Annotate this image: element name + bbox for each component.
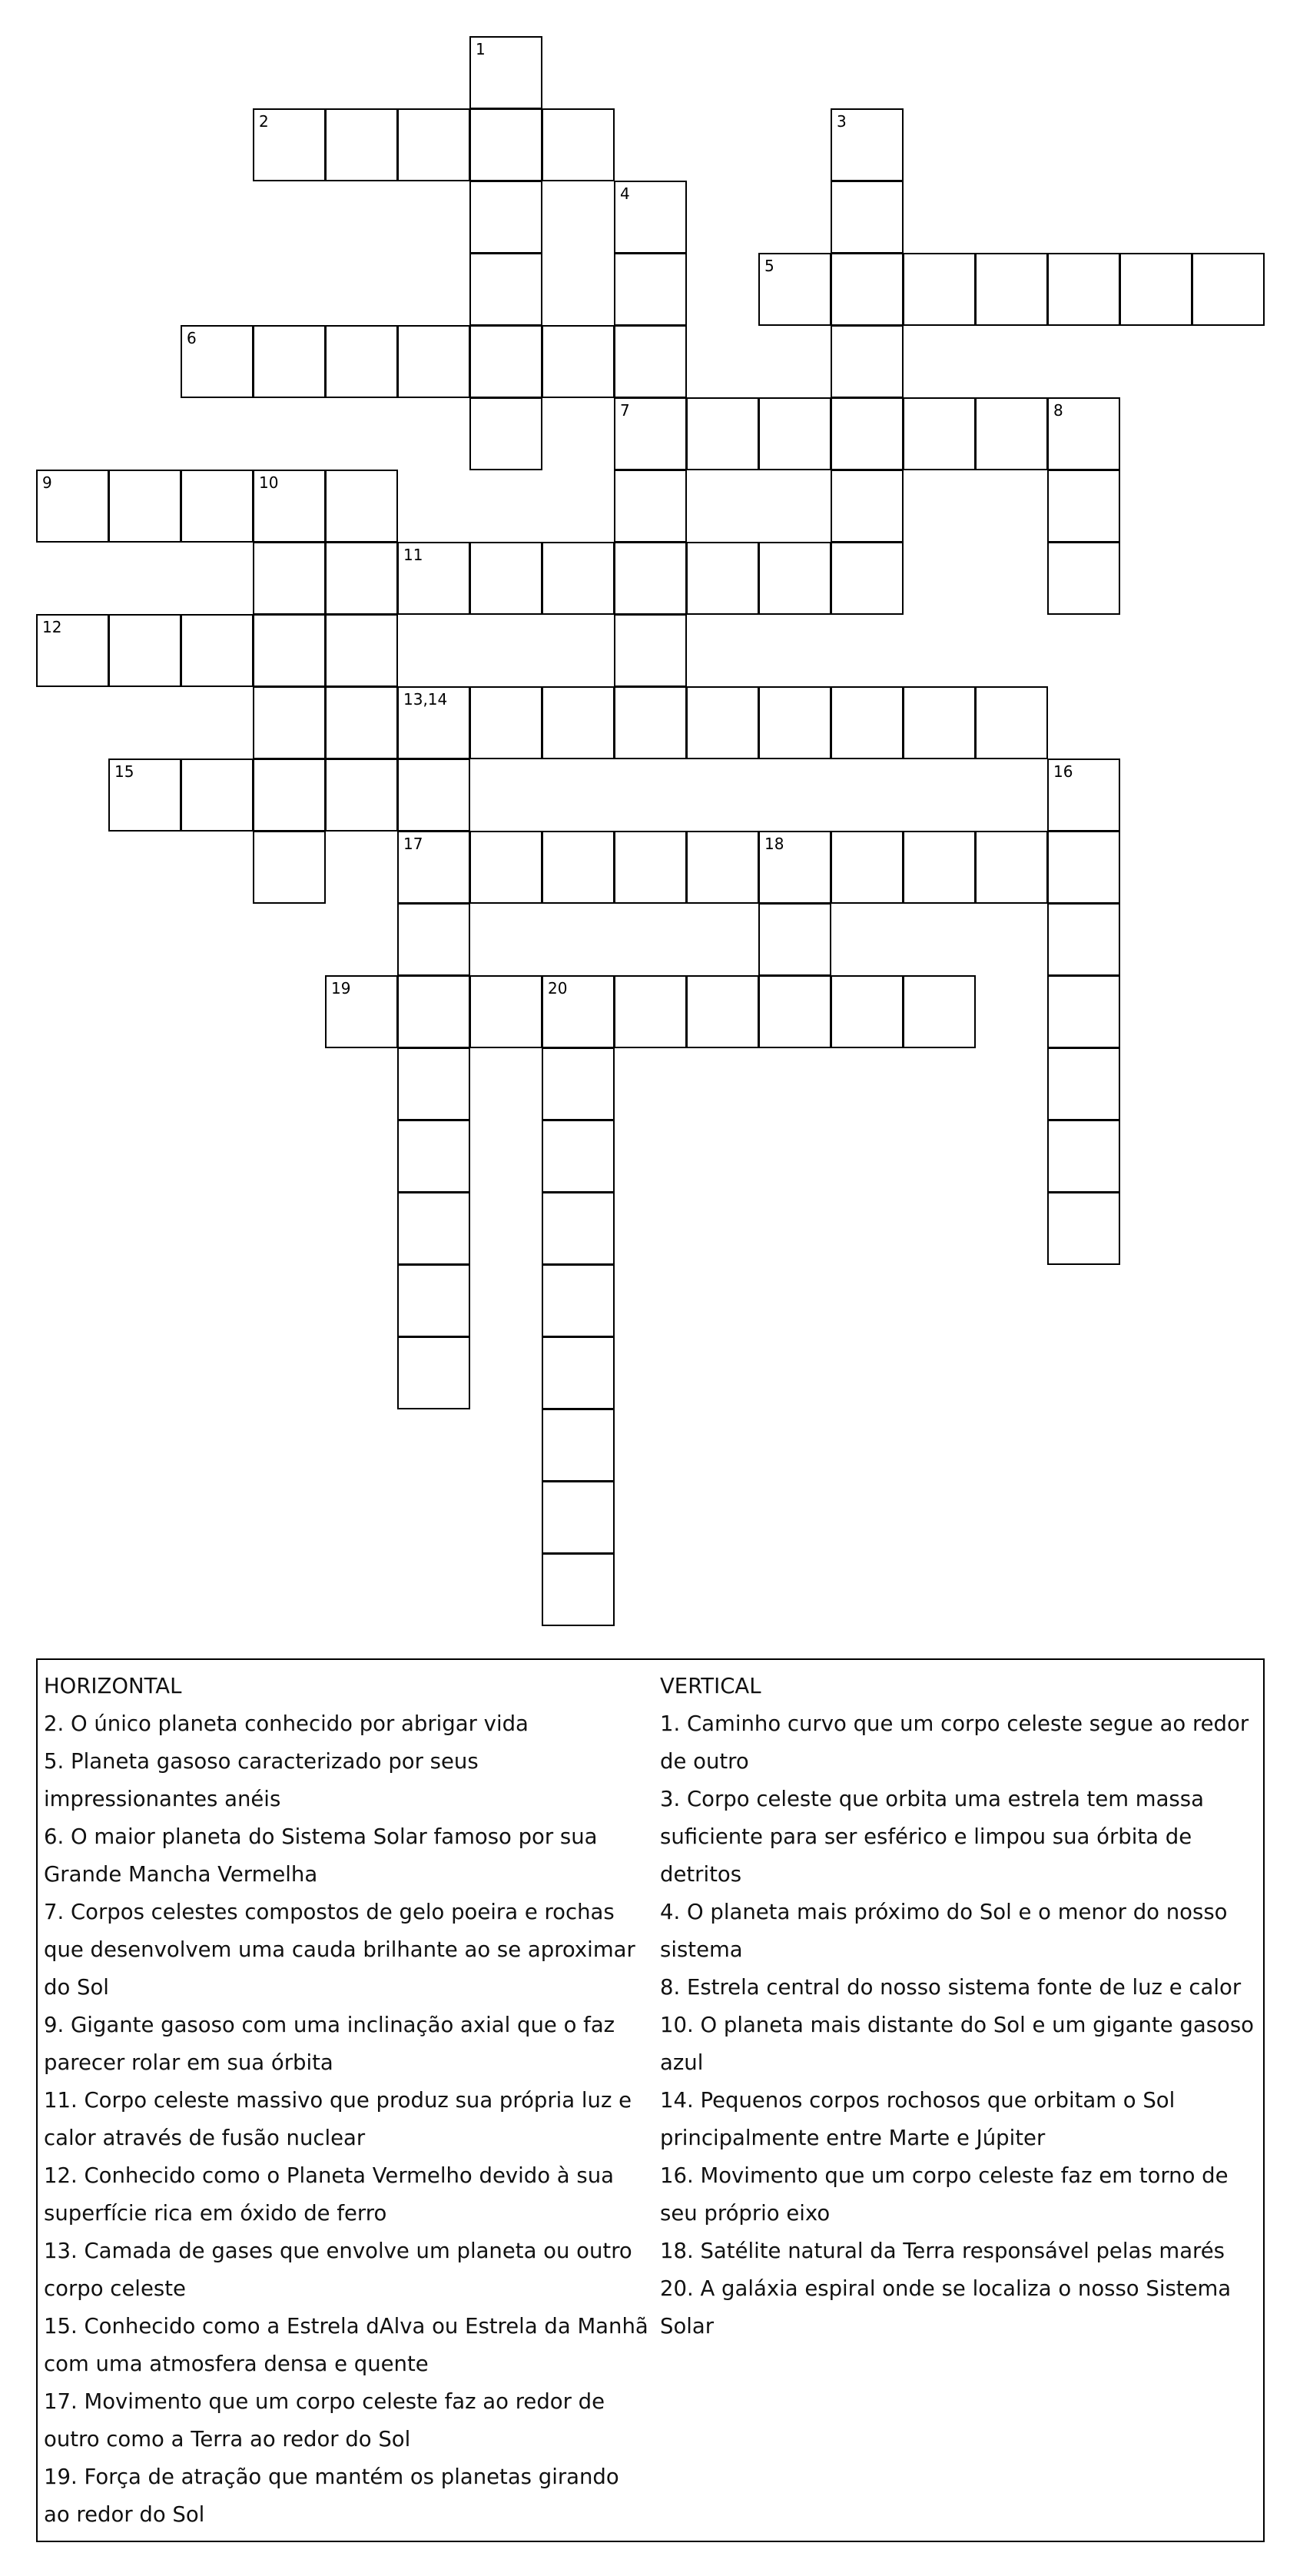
clue-number: 8	[1053, 401, 1063, 420]
clue-horizontal-12: 12. Conhecido como o Planeta Vermelho devido à sua superfície rica em óxido de ferro	[44, 2163, 615, 2226]
grid-cell[interactable]	[108, 614, 181, 687]
clue-number: 17	[403, 835, 423, 853]
clue-number: 18	[764, 835, 784, 853]
vertical-heading: VERTICAL	[660, 1674, 761, 1698]
grid-cell[interactable]	[469, 397, 542, 470]
grid-cell[interactable]	[325, 108, 398, 181]
grid-cell[interactable]	[253, 470, 326, 543]
grid-cell[interactable]	[397, 903, 470, 976]
grid-cell[interactable]	[325, 614, 398, 687]
grid-cell[interactable]	[903, 686, 976, 759]
grid-cell[interactable]	[469, 36, 542, 109]
clue-number: 2	[259, 112, 269, 131]
grid-cell[interactable]	[542, 1409, 615, 1482]
clue-vertical-3: 3. Corpo celeste que orbita uma estrela tem massa suficiente para ser esférico e limpou sua órbita de detritos	[660, 1787, 1204, 1887]
grid-cell[interactable]	[1047, 253, 1120, 326]
grid-cell[interactable]	[469, 325, 542, 398]
grid-cell[interactable]	[1047, 397, 1120, 470]
grid-cell[interactable]	[975, 253, 1048, 326]
clue-horizontal-15: 15. Conhecido como a Estrela dAlva ou Estrela da Manhã com uma atmosfera densa e quente	[44, 2314, 648, 2376]
grid-cell[interactable]	[758, 903, 831, 976]
grid-cell[interactable]	[36, 614, 109, 687]
grid-cell[interactable]	[253, 542, 326, 615]
clue-number: 12	[42, 618, 62, 636]
grid-cell[interactable]	[686, 542, 759, 615]
grid-cell[interactable]	[542, 1336, 615, 1409]
clue-horizontal-7: 7. Corpos celestes compostos de gelo poeira e rochas que desenvolvem uma cauda brilhante ao se aproximar do Sol	[44, 1900, 635, 2000]
grid-cell[interactable]	[542, 975, 615, 1048]
grid-cell[interactable]	[831, 470, 904, 543]
clue-horizontal-5: 5. Planeta gasoso caracterizado por seus impressionantes anéis	[44, 1749, 479, 1811]
grid-cell[interactable]	[469, 831, 542, 904]
grid-cell[interactable]	[397, 1120, 470, 1193]
grid-cell[interactable]	[253, 325, 326, 398]
grid-cell[interactable]	[542, 1192, 615, 1265]
clue-vertical-4: 4. O planeta mais próximo do Sol e o menor do nosso sistema	[660, 1900, 1228, 1962]
grid-cell[interactable]	[469, 975, 542, 1048]
grid-cell[interactable]	[542, 325, 615, 398]
grid-cell[interactable]	[108, 470, 181, 543]
clue-horizontal-6: 6. O maior planeta do Sistema Solar famoso por sua Grande Mancha Vermelha	[44, 1824, 598, 1887]
grid-cell[interactable]	[831, 325, 904, 398]
grid-cell[interactable]	[1047, 1120, 1120, 1193]
grid-cell[interactable]	[181, 614, 254, 687]
grid-cell[interactable]	[469, 686, 542, 759]
grid-cell[interactable]	[397, 1264, 470, 1337]
grid-cell[interactable]	[614, 831, 687, 904]
horizontal-heading: HORIZONTAL	[44, 1674, 182, 1698]
grid-cell[interactable]	[397, 1336, 470, 1409]
grid-cell[interactable]	[831, 542, 904, 615]
grid-cell[interactable]	[181, 470, 254, 543]
grid-cell[interactable]	[542, 1481, 615, 1554]
grid-cell[interactable]	[614, 614, 687, 687]
grid-cell[interactable]	[253, 831, 326, 904]
grid-cell[interactable]	[542, 1553, 615, 1626]
clue-number: 16	[1053, 762, 1073, 781]
grid-cell[interactable]	[903, 831, 976, 904]
clue-number: 5	[764, 257, 774, 275]
grid-cell[interactable]	[831, 686, 904, 759]
grid-cell[interactable]	[253, 759, 326, 832]
clue-horizontal-11: 11. Corpo celeste massivo que produz sua própria luz e calor através de fusão nuclear	[44, 2088, 632, 2150]
grid-cell[interactable]	[614, 470, 687, 543]
grid-cell[interactable]	[181, 325, 254, 398]
clue-number: 11	[403, 546, 423, 564]
grid-cell[interactable]	[758, 397, 831, 470]
grid-cell[interactable]	[614, 325, 687, 398]
grid-cell[interactable]	[686, 831, 759, 904]
grid-cell[interactable]	[831, 975, 904, 1048]
grid-cell[interactable]	[397, 325, 470, 398]
grid-cell[interactable]	[397, 686, 470, 759]
grid-cell[interactable]	[758, 975, 831, 1048]
vertical-clues-column	[660, 1668, 1259, 2345]
grid-cell[interactable]	[1047, 470, 1120, 543]
grid-cell[interactable]	[469, 108, 542, 181]
grid-cell[interactable]	[1192, 253, 1265, 326]
grid-cell[interactable]	[469, 181, 542, 254]
clue-vertical-10: 10. O planeta mais distante do Sol e um gigante gasoso azul	[660, 2013, 1255, 2075]
grid-cell[interactable]	[253, 108, 326, 181]
grid-cell[interactable]	[758, 686, 831, 759]
grid-cell[interactable]	[614, 542, 687, 615]
grid-cell[interactable]	[758, 831, 831, 904]
clue-number: 4	[620, 184, 630, 203]
grid-cell[interactable]	[542, 108, 615, 181]
grid-cell[interactable]	[1047, 1192, 1120, 1265]
grid-cell[interactable]	[397, 1192, 470, 1265]
grid-cell[interactable]	[614, 253, 687, 326]
grid-cell[interactable]	[758, 253, 831, 326]
grid-cell[interactable]	[686, 975, 759, 1048]
grid-cell[interactable]	[542, 1120, 615, 1193]
grid-cell[interactable]	[1047, 759, 1120, 832]
clue-vertical-1: 1. Caminho curvo que um corpo celeste segue ao redor de outro	[660, 1711, 1249, 1774]
grid-cell[interactable]	[614, 181, 687, 254]
clue-horizontal-13: 13. Camada de gases que envolve um planeta ou outro corpo celeste	[44, 2239, 632, 2301]
clue-number: 10	[259, 473, 279, 492]
grid-cell[interactable]	[542, 686, 615, 759]
grid-cell[interactable]	[397, 975, 470, 1048]
grid-cell[interactable]	[614, 686, 687, 759]
grid-cell[interactable]	[542, 542, 615, 615]
clue-number: 15	[114, 762, 134, 781]
grid-cell[interactable]	[758, 542, 831, 615]
grid-cell[interactable]	[1047, 831, 1120, 904]
clue-horizontal-19: 19. Força de atração que mantém os planetas girando ao redor do Sol	[44, 2465, 619, 2527]
grid-cell[interactable]	[831, 181, 904, 254]
grid-cell[interactable]	[1119, 253, 1192, 326]
clue-number: 1	[476, 40, 486, 58]
horizontal-clues-column	[44, 1668, 651, 2534]
clue-horizontal-9: 9. Gigante gasoso com uma inclinação axial que o faz parecer rolar em sua órbita	[44, 2013, 615, 2075]
grid-cell[interactable]	[542, 1264, 615, 1337]
clue-vertical-18: 18. Satélite natural da Terra responsável pelas marés	[660, 2239, 1225, 2263]
grid-cell[interactable]	[831, 397, 904, 470]
grid-cell[interactable]	[903, 975, 976, 1048]
grid-cell[interactable]	[542, 1047, 615, 1120]
grid-cell[interactable]	[614, 397, 687, 470]
grid-cell[interactable]	[469, 542, 542, 615]
grid-cell[interactable]	[325, 759, 398, 832]
clue-horizontal-17: 17. Movimento que um corpo celeste faz ao redor de outro como a Terra ao redor do Sol	[44, 2389, 605, 2452]
clue-vertical-16: 16. Movimento que um corpo celeste faz em torno de seu próprio eixo	[660, 2163, 1229, 2226]
clue-number: 3	[837, 112, 847, 131]
grid-cell[interactable]	[1047, 1047, 1120, 1120]
grid-cell[interactable]	[397, 542, 470, 615]
grid-cell[interactable]	[325, 686, 398, 759]
grid-cell[interactable]	[1047, 903, 1120, 976]
clue-number: 19	[331, 979, 351, 998]
grid-cell[interactable]	[36, 470, 109, 543]
grid-cell[interactable]	[903, 253, 976, 326]
grid-cell[interactable]	[253, 686, 326, 759]
grid-cell[interactable]	[325, 325, 398, 398]
grid-cell[interactable]	[469, 253, 542, 326]
grid-cell[interactable]	[831, 108, 904, 181]
grid-cell[interactable]	[397, 831, 470, 904]
grid-cell[interactable]	[1047, 542, 1120, 615]
grid-cell[interactable]	[614, 975, 687, 1048]
grid-cell[interactable]	[903, 397, 976, 470]
grid-cell[interactable]	[686, 686, 759, 759]
clue-vertical-14: 14. Pequenos corpos rochosos que orbitam o Sol principalmente entre Marte e Júpiter	[660, 2088, 1176, 2150]
grid-cell[interactable]	[975, 397, 1048, 470]
clue-number: 7	[620, 401, 630, 420]
grid-cell[interactable]	[325, 542, 398, 615]
grid-cell[interactable]	[325, 975, 398, 1048]
grid-cell[interactable]	[975, 686, 1048, 759]
clue-vertical-20: 20. A galáxia espiral onde se localiza o nosso Sistema Solar	[660, 2276, 1232, 2339]
grid-cell[interactable]	[397, 1047, 470, 1120]
grid-cell[interactable]	[325, 470, 398, 543]
grid-cell[interactable]	[108, 759, 181, 832]
clues-box	[36, 1658, 1265, 2542]
grid-cell[interactable]	[397, 759, 470, 832]
clue-vertical-8: 8. Estrela central do nosso sistema fonte de luz e calor	[660, 1975, 1242, 2000]
grid-cell[interactable]	[181, 759, 254, 832]
grid-cell[interactable]	[1047, 975, 1120, 1048]
clue-horizontal-2: 2. O único planeta conhecido por abrigar vida	[44, 1711, 529, 1736]
grid-cell[interactable]	[831, 831, 904, 904]
grid-cell[interactable]	[253, 614, 326, 687]
grid-cell[interactable]	[686, 397, 759, 470]
clue-number: 13,14	[403, 690, 448, 709]
grid-cell[interactable]	[542, 831, 615, 904]
grid-cell[interactable]	[975, 831, 1048, 904]
grid-cell[interactable]	[831, 253, 904, 326]
grid-cell[interactable]	[397, 108, 470, 181]
clue-number: 20	[548, 979, 568, 998]
clue-number: 9	[42, 473, 52, 492]
clue-number: 6	[187, 329, 197, 347]
